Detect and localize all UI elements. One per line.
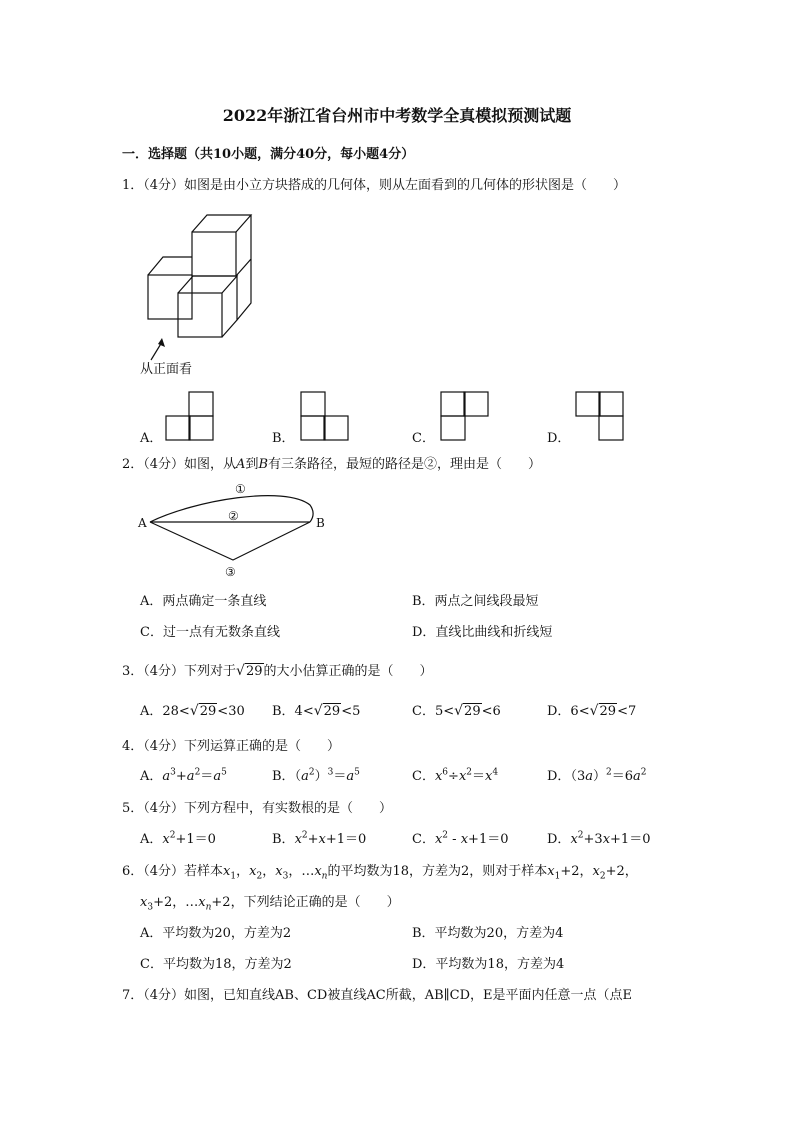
q2-stem-pre: 2．（4分）如图，从 bbox=[122, 457, 237, 472]
sqrt-29: √29 bbox=[236, 663, 263, 679]
q6-stem-a: 6．（4分）若样本 bbox=[122, 864, 224, 879]
q1-cube-figure bbox=[130, 205, 270, 385]
q3-option-d[interactable] bbox=[547, 703, 636, 720]
q4-option-b[interactable]: B．$(a^2)^3=a^5$ bbox=[272, 767, 360, 784]
q2-option-d[interactable]: D．直线比曲线和折线短 bbox=[412, 625, 553, 640]
q5-d-label: D． bbox=[547, 832, 571, 847]
q3-stem bbox=[122, 663, 433, 680]
q2-label-path2: ② bbox=[228, 509, 239, 523]
q1-option-b-figure bbox=[300, 391, 350, 441]
q6-option-b[interactable]: B．平均数为20，方差为4 bbox=[412, 926, 564, 941]
q2-stem-post: 有三条路径，最短的路径是②，理由是（ ） bbox=[268, 457, 542, 472]
q3-stem-pre: 3．（4分）下列对于 bbox=[122, 664, 237, 679]
q1-option-b[interactable]: B． bbox=[272, 431, 295, 446]
q3-radicand: 29 bbox=[323, 704, 341, 719]
q2-stem-mid: 到 bbox=[245, 457, 259, 472]
q6-stem-line2: $x_3+2$，$\dots x_n+2$，下列结论正确的是（ ） bbox=[140, 895, 400, 913]
q5-option-d[interactable]: D．$x^2+3x+1=0$ bbox=[547, 830, 651, 847]
q4-d-label: D． bbox=[547, 769, 571, 784]
q3-b-post: <5 bbox=[341, 704, 361, 719]
q3-a-pre: A．28< bbox=[140, 704, 190, 719]
q1-view-label: 从正面看 bbox=[140, 362, 193, 377]
q3-radicand: 29 bbox=[599, 704, 617, 719]
q1-option-d[interactable]: D． bbox=[547, 431, 571, 446]
sqrt-29: √29 bbox=[313, 703, 341, 719]
q3-d-pre: D．6< bbox=[547, 704, 590, 719]
q4-b-label: B． bbox=[272, 769, 295, 784]
q2-label-path3: ③ bbox=[225, 565, 236, 579]
q2-stem bbox=[122, 457, 541, 473]
q3-c-pre: C．5< bbox=[412, 704, 455, 719]
q2-stem-point-a: A bbox=[236, 457, 246, 472]
q2-label-a: A bbox=[138, 516, 147, 530]
q7-stem: 7．（4分）如图，已知直线AB、CD被直线AC所截，AB∥CD，E是平面内任意一点（点E bbox=[122, 988, 632, 1003]
q5-c-label: C． bbox=[412, 832, 435, 847]
q2-option-c[interactable]: C．过一点有无数条直线 bbox=[140, 625, 280, 640]
q6-stem-b: 的平均数为18，方差为2，则对于样本 bbox=[327, 864, 548, 879]
sqrt-29: √29 bbox=[454, 703, 481, 719]
q3-option-c[interactable] bbox=[412, 703, 501, 720]
q5-option-a[interactable]: A．$x^2+1=0$ bbox=[140, 830, 216, 847]
sqrt-29: √29 bbox=[189, 703, 217, 719]
q3-option-b[interactable] bbox=[272, 703, 360, 720]
sqrt-29: √29 bbox=[589, 703, 617, 719]
q1-option-c-figure bbox=[440, 391, 490, 441]
q1-option-c[interactable]: C． bbox=[412, 431, 435, 446]
q6-option-c[interactable]: C．平均数为18，方差为2 bbox=[140, 957, 292, 972]
q2-label-b: B bbox=[316, 516, 325, 530]
q6-stem-line1: 6．（4分）若样本$x_1$，$x_2$，$x_3$，$\dots x_n$的平均数为18，方差为2，则对于样本$x_1+2$，$x_2+2$， bbox=[122, 864, 638, 882]
q4-stem: 4．（4分）下列运算正确的是（ ） bbox=[122, 739, 341, 754]
q3-radicand: 29 bbox=[464, 704, 481, 719]
q6-option-a[interactable]: A．平均数为20，方差为2 bbox=[140, 926, 292, 941]
q4-option-d[interactable]: D．$(3a)^2=6a^2$ bbox=[547, 767, 647, 784]
q3-c-post: <6 bbox=[481, 704, 501, 719]
q5-b-label: B． bbox=[272, 832, 295, 847]
q5-option-c[interactable]: C．$x^2 - x+1=0$ bbox=[412, 830, 509, 847]
q2-option-b[interactable]: B．两点之间线段最短 bbox=[412, 594, 539, 609]
page-title: 2022年浙江省台州市中考数学全真模拟预测试题 bbox=[222, 106, 572, 125]
q5-option-b[interactable]: B．$x^2+x+1=0$ bbox=[272, 830, 367, 847]
path-3 bbox=[150, 522, 310, 560]
q3-option-a[interactable] bbox=[140, 703, 245, 720]
q1-option-d-figure bbox=[575, 391, 625, 441]
q2-label-path1: ① bbox=[235, 482, 246, 496]
q1-option-a-figure bbox=[165, 391, 215, 441]
q4-option-a[interactable]: A．$a^3+a^2=a^5$ bbox=[140, 767, 227, 784]
q1-stem: 1．（4分）如图是由小立方块搭成的几何体，则从左面看到的几何体的形状图是（ ） bbox=[122, 178, 627, 193]
q3-d-post: <7 bbox=[617, 704, 637, 719]
q2-stem-point-b: B bbox=[258, 457, 269, 472]
q3-stem-post: 的大小估算正确的是（ ） bbox=[263, 664, 433, 679]
q2-option-a[interactable]: A．两点确定一条直线 bbox=[140, 594, 267, 609]
q5-a-label: A． bbox=[140, 832, 163, 847]
q3-radicand: 29 bbox=[245, 664, 263, 679]
section-heading: 一．选择题（共10小题，满分40分，每小题4分） bbox=[122, 147, 415, 162]
arrow-head-icon bbox=[158, 338, 165, 347]
q6-option-d[interactable]: D．平均数为18，方差为4 bbox=[412, 957, 565, 972]
q3-b-pre: B．4< bbox=[272, 704, 314, 719]
q5-stem: 5．（4分）下列方程中，有实数根的是（ ） bbox=[122, 801, 393, 816]
q4-option-c[interactable]: C．$x^6\div x^2=x^4$ bbox=[412, 767, 499, 784]
q4-c-label: C． bbox=[412, 769, 435, 784]
q3-a-post: <30 bbox=[217, 704, 245, 719]
q4-a-label: A． bbox=[140, 769, 163, 784]
q6-stem-c: ，下列结论正确的是（ ） bbox=[230, 895, 400, 910]
q1-option-a[interactable]: A． bbox=[140, 431, 163, 446]
q3-radicand: 29 bbox=[199, 704, 217, 719]
